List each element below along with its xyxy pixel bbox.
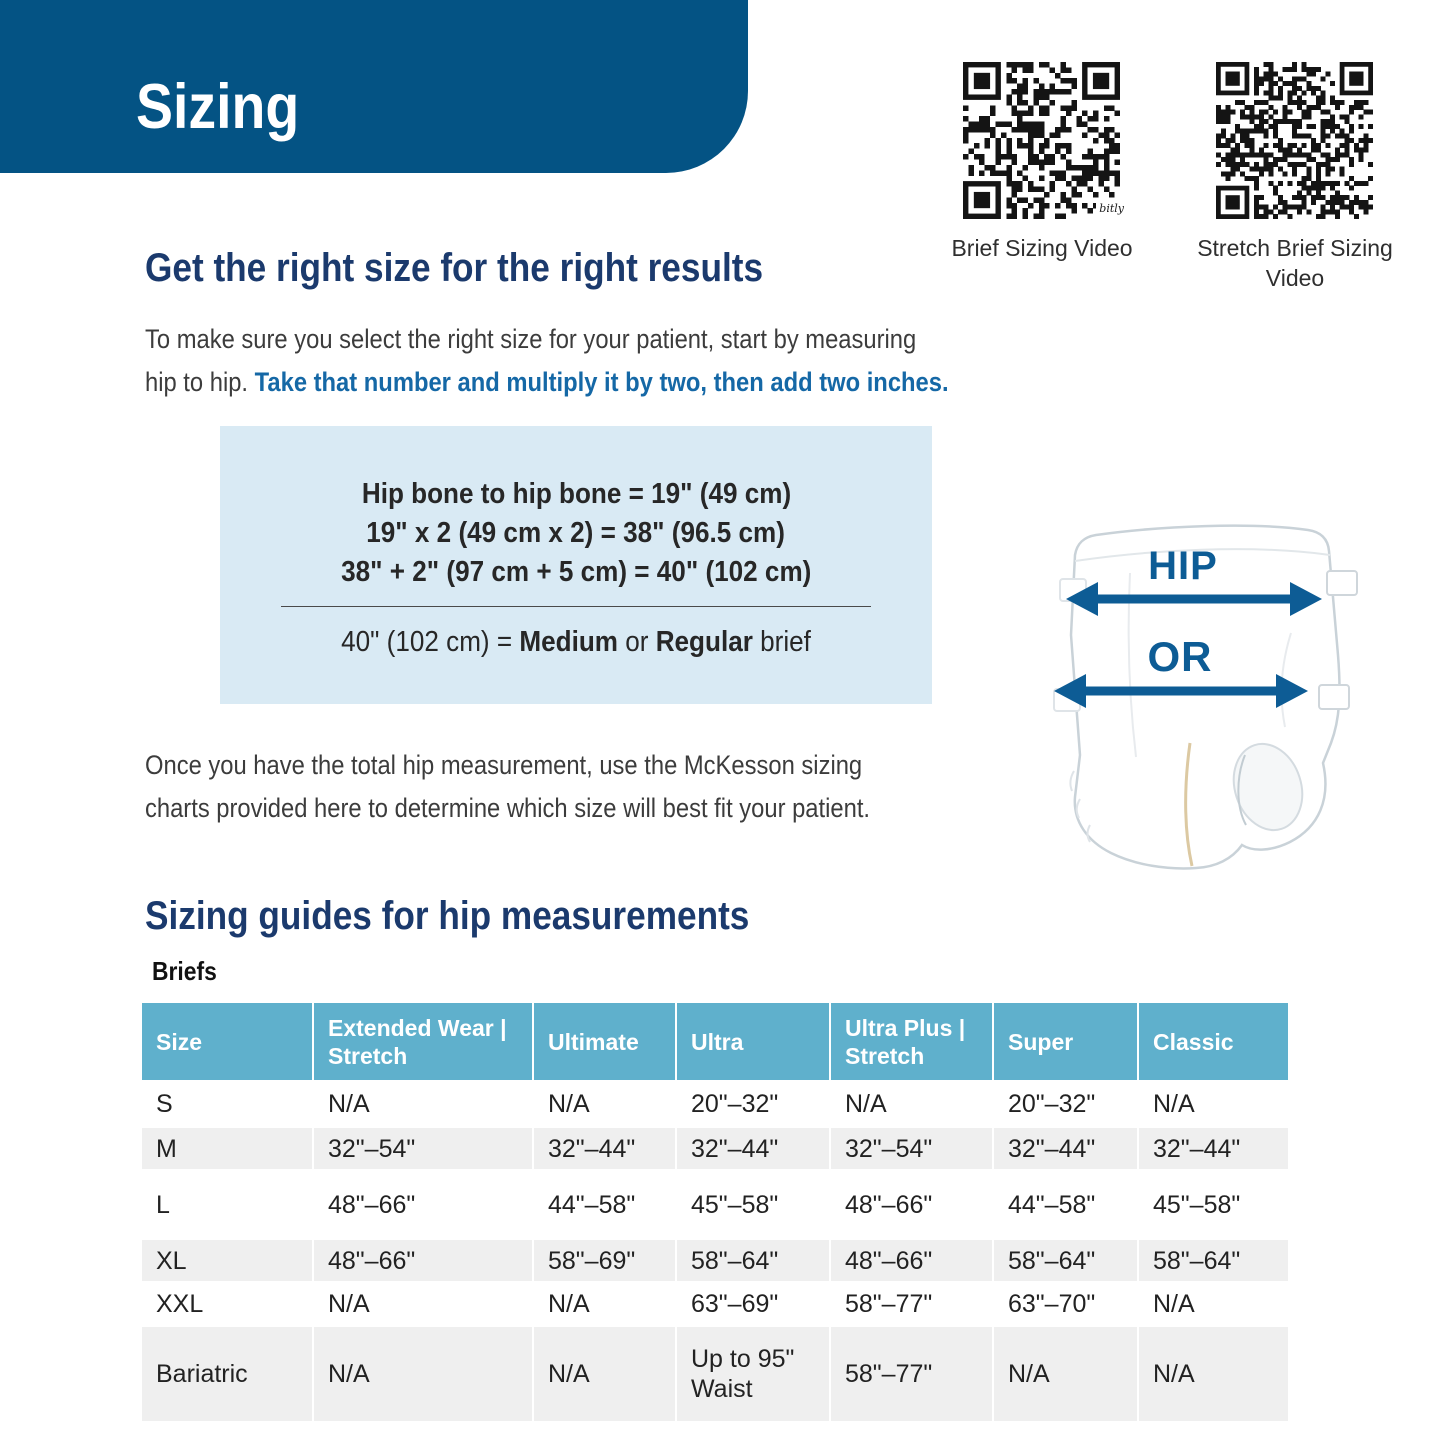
range-cell: 20"–32" <box>993 1080 1138 1128</box>
range-cell: 32"–54" <box>830 1128 993 1169</box>
table-column-header: Size <box>142 1003 313 1080</box>
range-cell: 32"–44" <box>1138 1128 1288 1169</box>
table-column-header: Extended Wear | Stretch <box>313 1003 533 1080</box>
table-column-header: Ultra Plus | Stretch <box>830 1003 993 1080</box>
size-cell: Bariatric <box>142 1327 313 1421</box>
size-cell: L <box>156 1190 170 1219</box>
range-cell: 20"–32" <box>676 1080 830 1128</box>
range-cell: 48"–66" <box>830 1169 993 1240</box>
range-cell: 58"–69" <box>533 1240 676 1281</box>
instruction-paragraph: Once you have the total hip measurement, use the McKesson sizing charts provided here to determine which size will best fit your patient. <box>145 750 871 823</box>
calc-line-2: 19" x 2 (49 cm x 2) = 38" (96.5 cm) <box>366 516 786 549</box>
table-header-row <box>142 1003 1288 1080</box>
size-cell: XL <box>142 1240 313 1281</box>
range-cell: N/A <box>533 1080 676 1128</box>
or-label: OR <box>1147 633 1213 680</box>
qr-caption-brief-sizing: Brief Sizing Video <box>951 235 1133 261</box>
range-cell: N/A <box>533 1281 676 1327</box>
range-cell: N/A <box>993 1327 1138 1421</box>
range-cell: 32"–54" <box>313 1128 533 1169</box>
range-cell: N/A <box>1138 1281 1288 1327</box>
range-cell: 48"–66" <box>313 1169 533 1240</box>
measurement-example-box <box>220 426 932 704</box>
hip-label: HIP <box>1148 544 1218 588</box>
table-row <box>142 1327 1288 1421</box>
range-cell: 58"–64" <box>1138 1240 1288 1281</box>
calc-line-3: 38" + 2" (97 cm + 5 cm) = 40" (102 cm) <box>340 555 812 588</box>
range-cell: 58"–64" <box>993 1240 1138 1281</box>
table-row <box>142 1128 1288 1169</box>
range-cell: 63"–69" <box>676 1281 830 1327</box>
table-column-header: Classic <box>1138 1003 1288 1080</box>
header-banner <box>0 0 748 173</box>
range-cell: 45"–58" <box>1138 1169 1288 1240</box>
calc-result-line: 40" (102 cm) = Medium or Regular brief <box>341 625 811 658</box>
range-cell: N/A <box>533 1327 676 1421</box>
section-heading-right-size: Get the right size for the right results <box>145 246 764 290</box>
size-cell: M <box>142 1128 313 1169</box>
table-column-header: Ultimate <box>533 1003 676 1080</box>
qr-code-image <box>963 62 1120 219</box>
range-cell: N/A <box>1138 1327 1288 1421</box>
range-cell: N/A <box>313 1281 533 1327</box>
range-cell: 32"–44" <box>993 1128 1138 1169</box>
page-title: Sizing <box>136 72 300 142</box>
intro-bold-text: Take that number and multiply it by two, then add two inches. <box>254 367 949 397</box>
brief-illustration <box>1040 515 1380 880</box>
briefs-sizing-table <box>142 1003 1288 1421</box>
range-cell: 58"–77" <box>830 1327 993 1421</box>
range-cell: N/A <box>830 1080 993 1128</box>
range-cell: 48"–66" <box>830 1240 993 1281</box>
range-cell: 32"–44" <box>676 1128 830 1169</box>
range-cell: 44"–58" <box>533 1169 676 1240</box>
bitly-logo: bitly <box>1096 202 1124 215</box>
range-cell: Up to 95" Waist <box>676 1327 830 1421</box>
range-cell: 58"–64" <box>676 1240 830 1281</box>
table-subheading-briefs: Briefs <box>152 956 217 986</box>
table-row <box>142 1281 1288 1327</box>
tape-tab <box>1319 685 1349 709</box>
range-cell: 63"–70" <box>993 1281 1138 1327</box>
table-row <box>142 1169 1288 1240</box>
qr-code-stretch-brief-sizing <box>1216 62 1373 219</box>
range-cell: N/A <box>313 1080 533 1128</box>
section-heading-sizing-guides: Sizing guides for hip measurements <box>145 894 750 938</box>
qr-code-brief-sizing <box>963 62 1124 219</box>
range-cell: 58"–77" <box>830 1281 993 1327</box>
table-row <box>142 1240 1288 1281</box>
intro-paragraph: To make sure you select the right size for your patient, start by measuring hip to hip. Take that number and multiply it by two, then add two inches. <box>145 324 949 397</box>
tape-tab <box>1327 571 1357 595</box>
qr-code-image <box>1216 62 1373 219</box>
range-cell: N/A <box>313 1327 533 1421</box>
table-column-header: Super <box>993 1003 1138 1080</box>
calc-line-1: Hip bone to hip bone = 19" (49 cm) <box>361 477 791 510</box>
table-row <box>142 1080 1288 1128</box>
size-cell: XXL <box>156 1290 204 1318</box>
range-cell: 32"–44" <box>533 1128 676 1169</box>
range-cell: 44"–58" <box>993 1169 1138 1240</box>
range-cell: 48"–66" <box>313 1240 533 1281</box>
calc-divider-line <box>281 606 871 607</box>
qr-caption-stretch-brief-sizing: Stretch Brief Sizing Video <box>1197 235 1393 291</box>
range-cell: N/A <box>1138 1080 1288 1128</box>
range-cell: 45"–58" <box>676 1169 830 1240</box>
table-column-header: Ultra <box>676 1003 830 1080</box>
size-cell: S <box>156 1090 173 1118</box>
